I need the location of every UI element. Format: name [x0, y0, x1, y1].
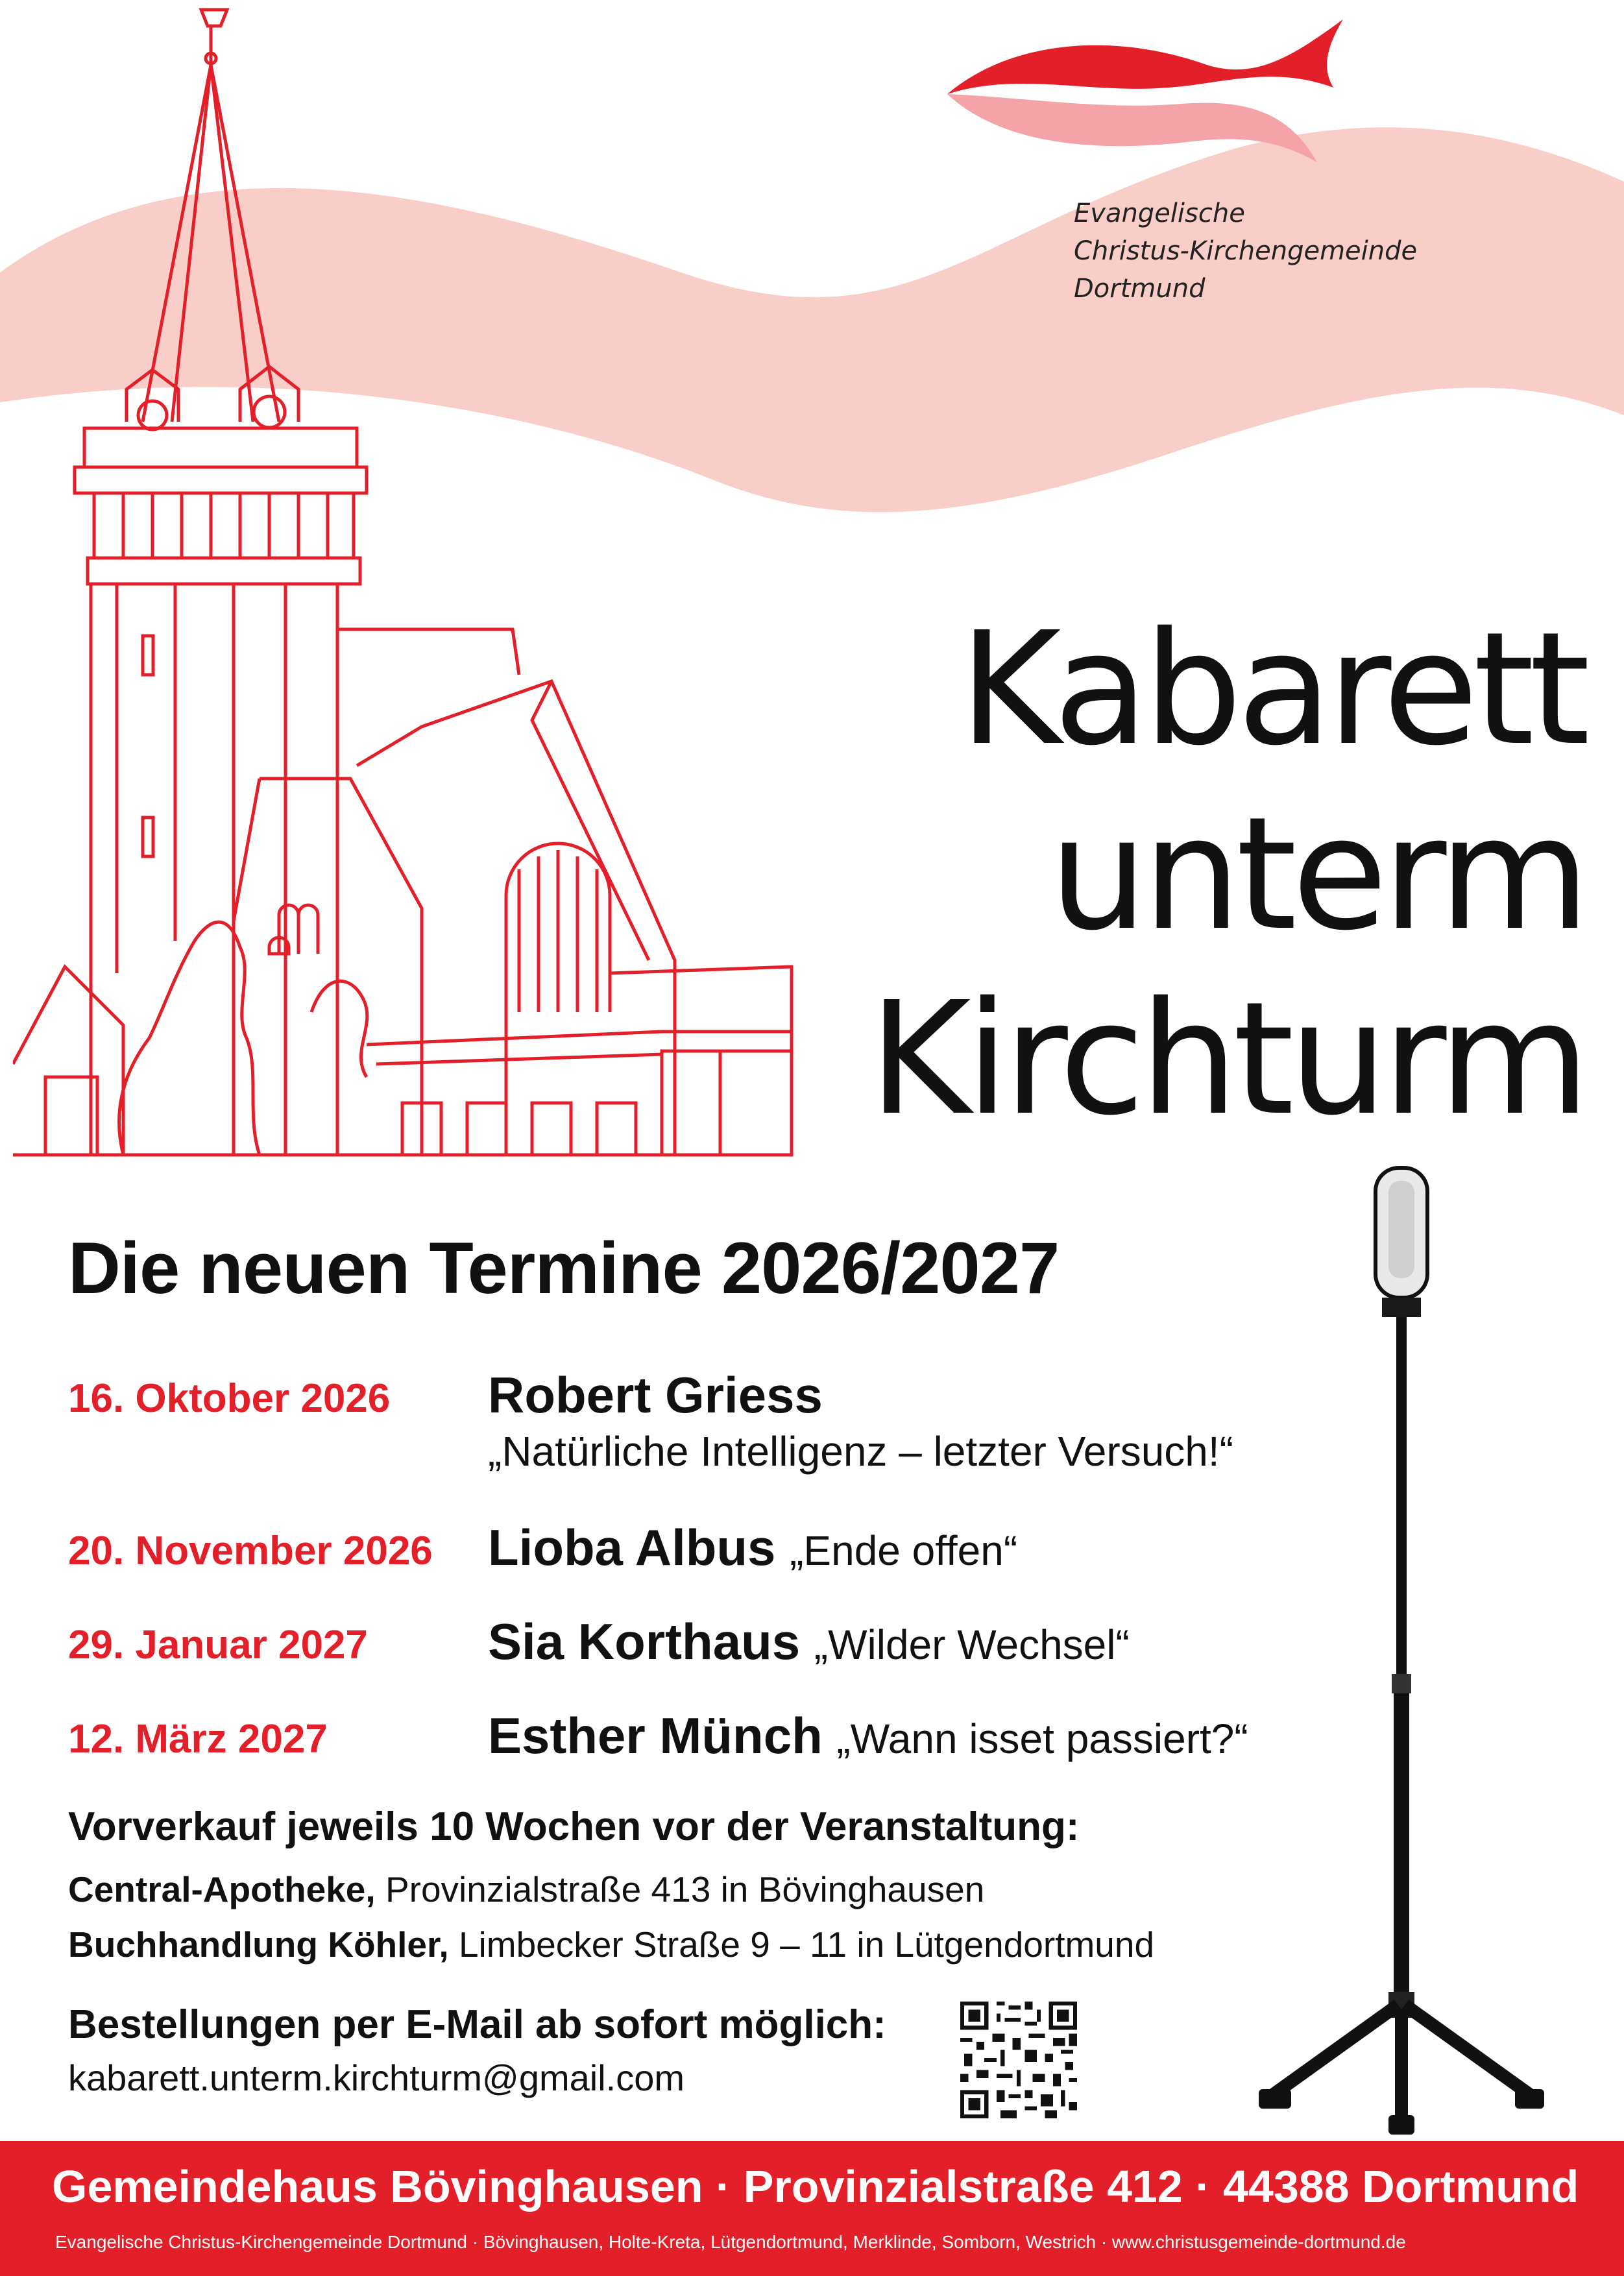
organization-line-3: Dortmund	[1074, 274, 1206, 304]
title-line-1: Kabarett	[959, 598, 1585, 780]
fish-logo-icon	[934, 13, 1363, 169]
shop-address: Limbecker Straße 9 – 11 in Lütgendortmund	[448, 1924, 1155, 1965]
footer-parish-info: Evangelische Christus-Kirchengemeinde Dortmund · Bövinghausen, Holte-Kreta, Lütgendortmund, Merklinde, Somborn, Westrich · www.christusgemeinde-dortmund.de	[55, 2232, 1406, 2252]
organization-line-1: Evangelische	[1074, 199, 1245, 228]
shop-name: Buchhandlung Köhler,	[68, 1924, 449, 1965]
church-tower-icon	[13, 0, 805, 1168]
orders-title: Bestellungen per E-Mail ab sofort möglich:	[68, 2002, 886, 2047]
event-show: „Wann isset passiert?“	[836, 1715, 1248, 1762]
shop-name: Central-Apotheke,	[68, 1869, 376, 1909]
title-line-2: unterm	[1048, 783, 1585, 965]
presale-shop	[68, 1924, 1154, 1965]
footer-address: Gemeindehaus Bövinghausen · Provinzialstraße 412 · 44388 Dortmund	[52, 2161, 1579, 2212]
event-date: 20. November 2026	[68, 1529, 433, 1573]
qr-code-icon[interactable]	[960, 2002, 1077, 2118]
event-artist: Robert Griess	[488, 1366, 823, 1423]
event-artist-row	[488, 1612, 1130, 1671]
event-date: 12. März 2027	[68, 1717, 328, 1761]
event-artist-row	[488, 1518, 1017, 1577]
microphone-stand-icon	[1259, 1155, 1544, 2141]
event-artist: Sia Korthaus	[488, 1613, 801, 1670]
event-artist-row	[488, 1706, 1248, 1765]
event-artist: Esther Münch	[488, 1707, 823, 1764]
orders-email[interactable]: kabarett.unterm.kirchturm@gmail.com	[68, 2057, 685, 2098]
event-artist: Lioba Albus	[488, 1519, 776, 1576]
organization-line-2: Christus-Kirchengemeinde	[1074, 236, 1418, 266]
event-date: 16. Oktober 2026	[68, 1376, 391, 1421]
shop-address: Provinzialstraße 413 in Bövinghausen	[375, 1869, 985, 1909]
event-show: „Natürliche Intelligenz – letzter Versuch!“	[488, 1428, 1233, 1475]
presale-shop	[68, 1869, 984, 1910]
schedule-heading: Die neuen Termine 2026/2027	[68, 1228, 1060, 1309]
presale-title: Vorverkauf jeweils 10 Wochen vor der Veranstaltung:	[68, 1804, 1080, 1849]
event-show: „Ende offen“	[790, 1527, 1018, 1574]
title-line-3: Kirchturm	[869, 968, 1585, 1150]
event-date: 29. Januar 2027	[68, 1623, 368, 1667]
event-show: „Wilder Wechsel“	[814, 1621, 1130, 1668]
